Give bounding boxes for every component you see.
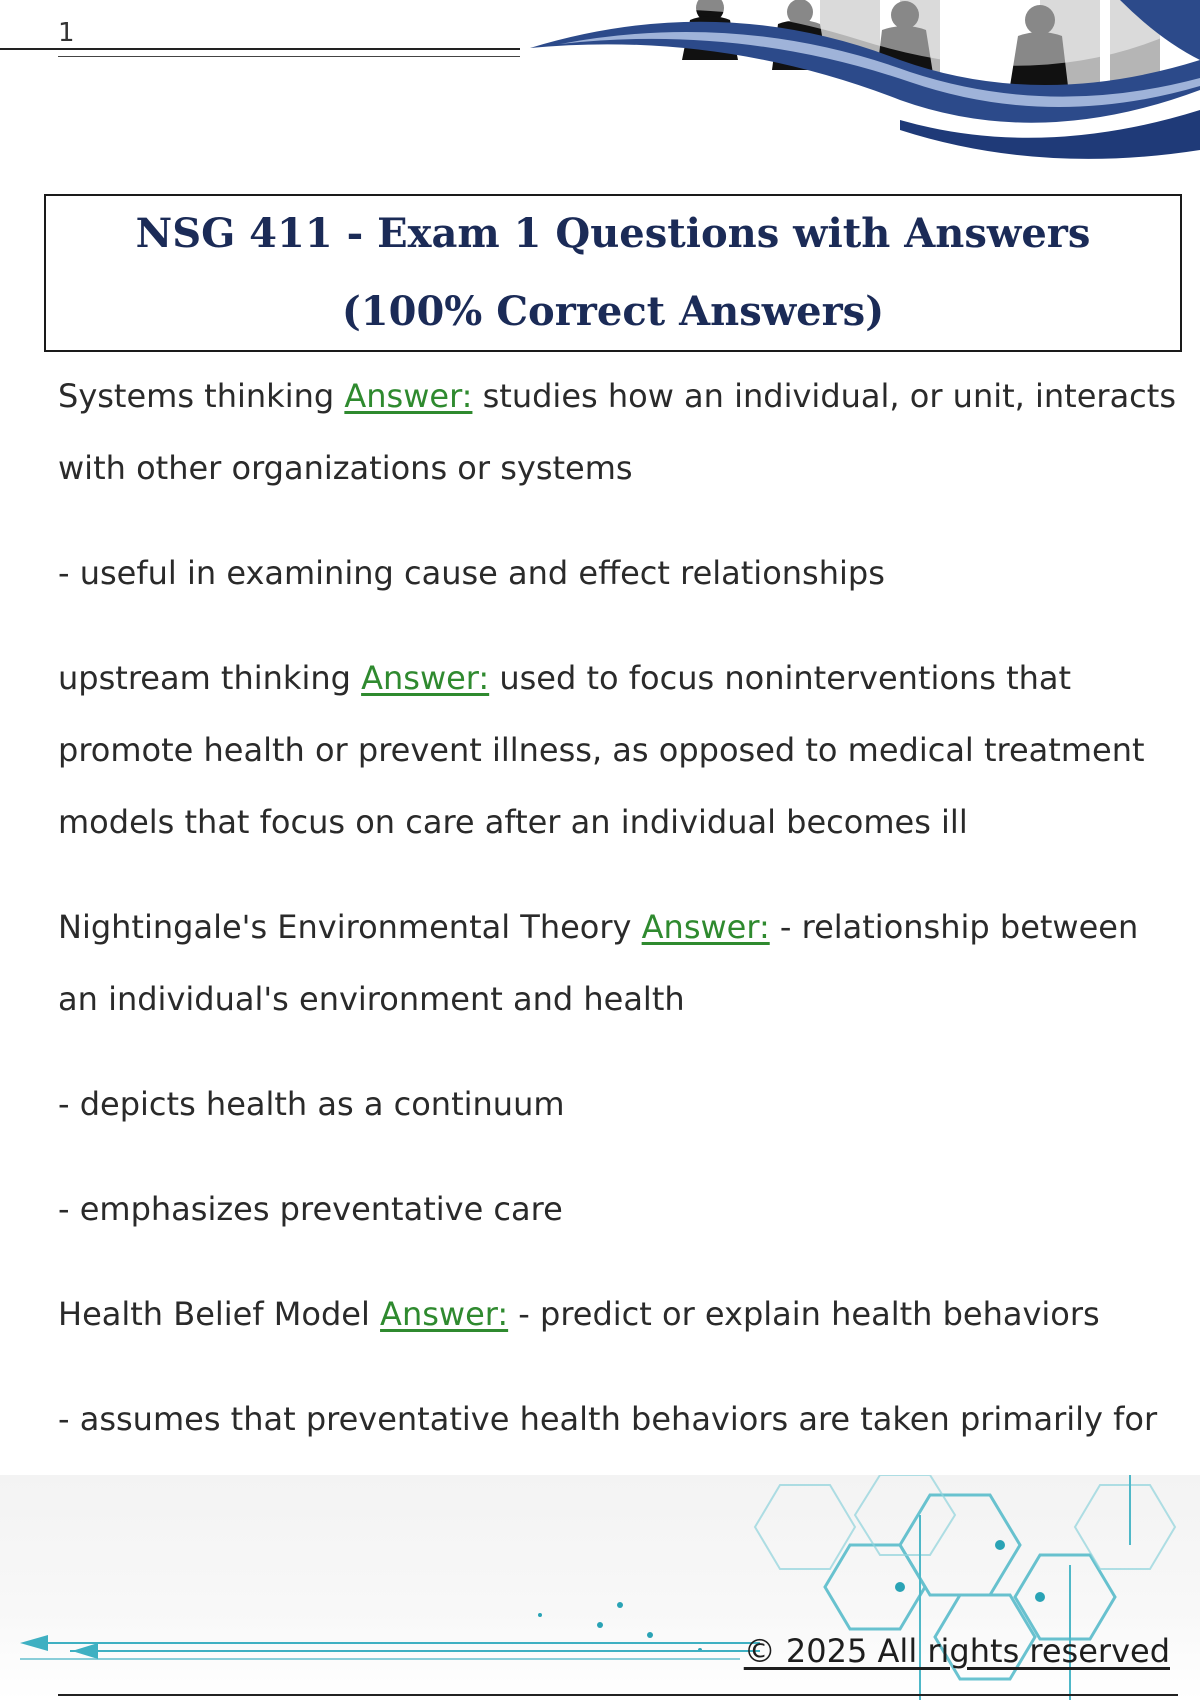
answer-text: studies how an individual, or unit, interacts with other organizations or systems	[58, 377, 1176, 487]
qa-entry	[58, 642, 1178, 858]
answer-link[interactable]: Answer:	[361, 659, 490, 697]
term: Systems thinking	[58, 377, 335, 415]
qa-note: - emphasizes preventative care	[58, 1190, 563, 1228]
qa-note: - depicts health as a continuum	[58, 1085, 565, 1123]
answer-text: - relationship between an individual's environment and health	[58, 908, 1139, 1018]
answer-link[interactable]: Answer:	[380, 1295, 509, 1333]
footer-rule	[58, 1694, 1178, 1696]
term: Nightingale's Environmental Theory	[58, 908, 632, 946]
qa-entry	[58, 891, 1178, 1035]
page-number: 1	[58, 18, 75, 48]
header-rule	[0, 48, 540, 50]
qa-content	[58, 360, 1178, 1560]
header-underline	[58, 56, 540, 57]
answer-link[interactable]: Answer:	[641, 908, 770, 946]
copyright-notice: © 2025 All rights reserved	[743, 1632, 1170, 1670]
answer-text: used to focus noninterventions that promote health or prevent illness, as opposed to medical treatment models that focus on care after an individual becomes ill	[58, 659, 1145, 841]
answer-link[interactable]: Answer:	[344, 377, 473, 415]
answer-text: - predict or explain health behaviors	[518, 1295, 1100, 1333]
qa-note: - useful in examining cause and effect relationships	[58, 554, 885, 592]
term: Health Belief Model	[58, 1295, 370, 1333]
qa-note: - assumes that preventative health behaviors are taken primarily for	[58, 1400, 1158, 1438]
title-box	[44, 194, 1182, 352]
term: upstream thinking	[58, 659, 351, 697]
document-title: NSG 411 - Exam 1 Questions with Answers (100% Correct Answers)	[135, 210, 1091, 335]
header-wave-graphic	[520, 0, 1200, 160]
qa-entry	[58, 1278, 1178, 1350]
qa-entry	[58, 360, 1178, 504]
